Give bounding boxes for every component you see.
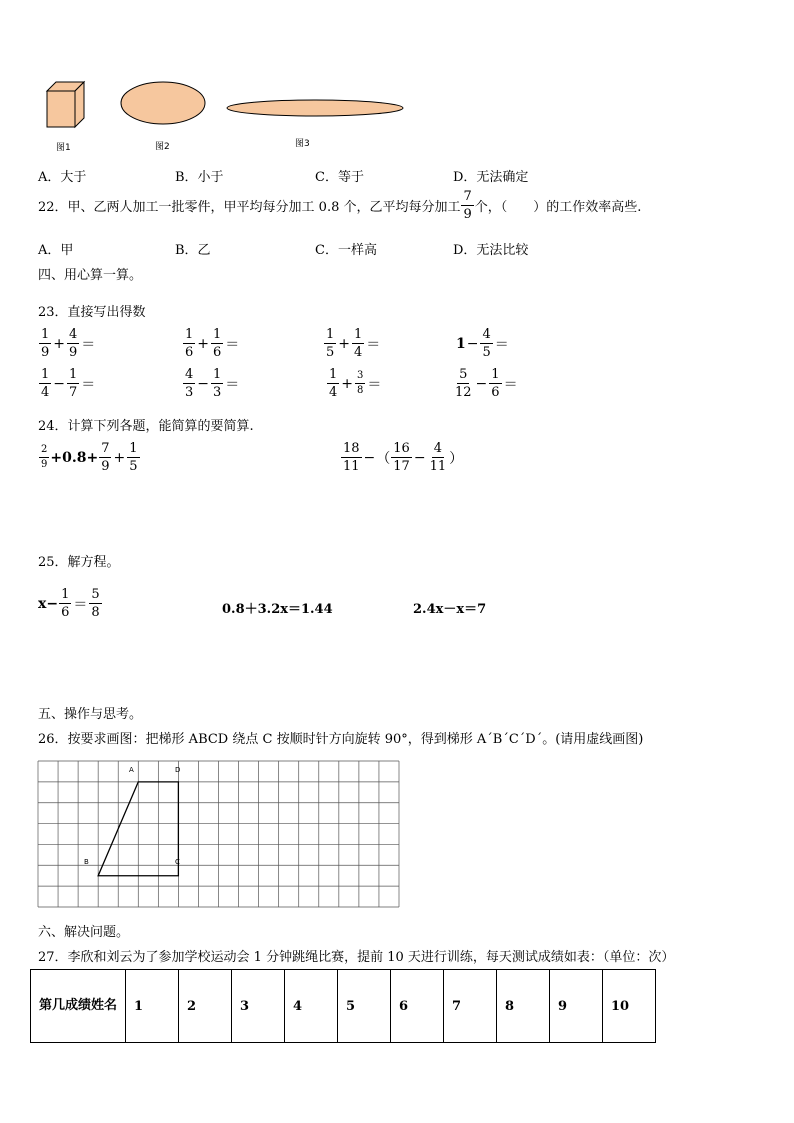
day-2-cell: 2 xyxy=(179,970,232,1043)
q24-expression-2: $\frac{18}{11}$ − （ $\frac{16}{17}$ − $\frac{4}{11}$ ） xyxy=(343,441,464,474)
day-10-cell: 10 xyxy=(603,970,656,1043)
fig2-label: 图2 xyxy=(155,142,170,152)
day-9-cell: 9 xyxy=(550,970,603,1043)
day-4-cell: 4 xyxy=(285,970,338,1043)
q22-option-b: B．乙 xyxy=(175,243,211,258)
q24-title: 24．计算下列各题，能简算的要简算. xyxy=(38,419,254,434)
q23-r1-e4: 1 − $\frac{4}{5}$ ＝ xyxy=(456,327,509,360)
q22-option-d: D．无法比较 xyxy=(453,243,529,258)
q23-r2-e4: $\frac{5}{12}$ − $\frac{1}{6}$ ＝ xyxy=(455,367,518,400)
q23-r1-e1: $\frac{1}{9}$ + $\frac{4}{9}$ ＝ xyxy=(41,327,96,360)
q22-text-b: 个，（ ）的工作效率高些. xyxy=(474,200,642,215)
q22-option-c: C．一样高 xyxy=(315,243,377,258)
q25-equation-2: 0.8＋3.2x＝1.44 xyxy=(222,602,333,617)
day-7-cell: 7 xyxy=(444,970,497,1043)
q27-text: 27．李欣和刘云为了参加学校运动会 1 分钟跳绳比赛，提前 10 天进行训练，每天测试成绩如表：（单位：次） xyxy=(38,950,675,965)
table-header-cell: 第几成绩姓名 xyxy=(31,970,126,1043)
day-5-cell: 5 xyxy=(338,970,391,1043)
day-8-cell: 8 xyxy=(497,970,550,1043)
numerator: 7 xyxy=(463,189,472,204)
q25-equation-3: 2.4x－x＝7 xyxy=(413,602,487,617)
q25-title: 25．解方程。 xyxy=(38,555,120,570)
q23-r2-e2: $\frac{4}{3}$ − $\frac{1}{3}$ ＝ xyxy=(185,367,240,400)
label-c: C xyxy=(175,858,180,866)
q23-r1-e3: $\frac{1}{5}$ + $\frac{1}{4}$ ＝ xyxy=(326,327,381,360)
q21-option-b: B．小于 xyxy=(175,170,224,185)
q25-equation-1: x− $\frac{1}{6}$ ＝ $\frac{5}{8}$ xyxy=(38,587,100,620)
q21-option-a: A．大于 xyxy=(38,170,87,185)
q21-option-c: C．等于 xyxy=(315,170,364,185)
day-3-cell: 3 xyxy=(232,970,285,1043)
q24-expression-1: $\frac{2}{9}$ +0.8+ $\frac{7}{9}$ + $\frac{1}{5}$ xyxy=(41,441,138,474)
score-table xyxy=(30,969,656,1043)
section-4-heading: 四、用心算一算。 xyxy=(38,268,143,283)
q21-option-d: D．无法确定 xyxy=(453,170,529,185)
q22-option-a: A．甲 xyxy=(38,243,74,258)
fig3-label: 图3 xyxy=(295,139,310,149)
q22-text-a: 22．甲、乙两人加工一批零件，甲平均每分加工 0.8 个，乙平均每分加工 xyxy=(38,200,461,215)
section-5-heading: 五、操作与思考。 xyxy=(38,707,143,722)
label-d: D xyxy=(175,766,181,774)
q23-r2-e3: $\frac{1}{4}$ + $\frac{3}{8}$ ＝ xyxy=(329,367,382,400)
label-b: B xyxy=(84,858,89,866)
q23-r2-e1: $\frac{1}{4}$ − $\frac{1}{7}$ ＝ xyxy=(41,367,96,400)
table-row xyxy=(31,970,656,1043)
fig1-label: 图1 xyxy=(56,143,71,153)
day-1-cell: 1 xyxy=(126,970,179,1043)
denominator: 9 xyxy=(463,207,472,222)
q23-title: 23．直接写出得数 xyxy=(38,305,146,320)
section-6-heading: 六、解决问题。 xyxy=(38,925,130,940)
label-a: A xyxy=(129,766,134,774)
q26-text: 26．按要求画图：把梯形 ABCD 绕点 C 按顺时针方向旋转 90°，得到梯形 A´B´C´D´。(请用虚线画图) xyxy=(38,732,644,747)
q23-r1-e2: $\frac{1}{6}$ + $\frac{1}{6}$ ＝ xyxy=(185,327,240,360)
day-6-cell: 6 xyxy=(391,970,444,1043)
